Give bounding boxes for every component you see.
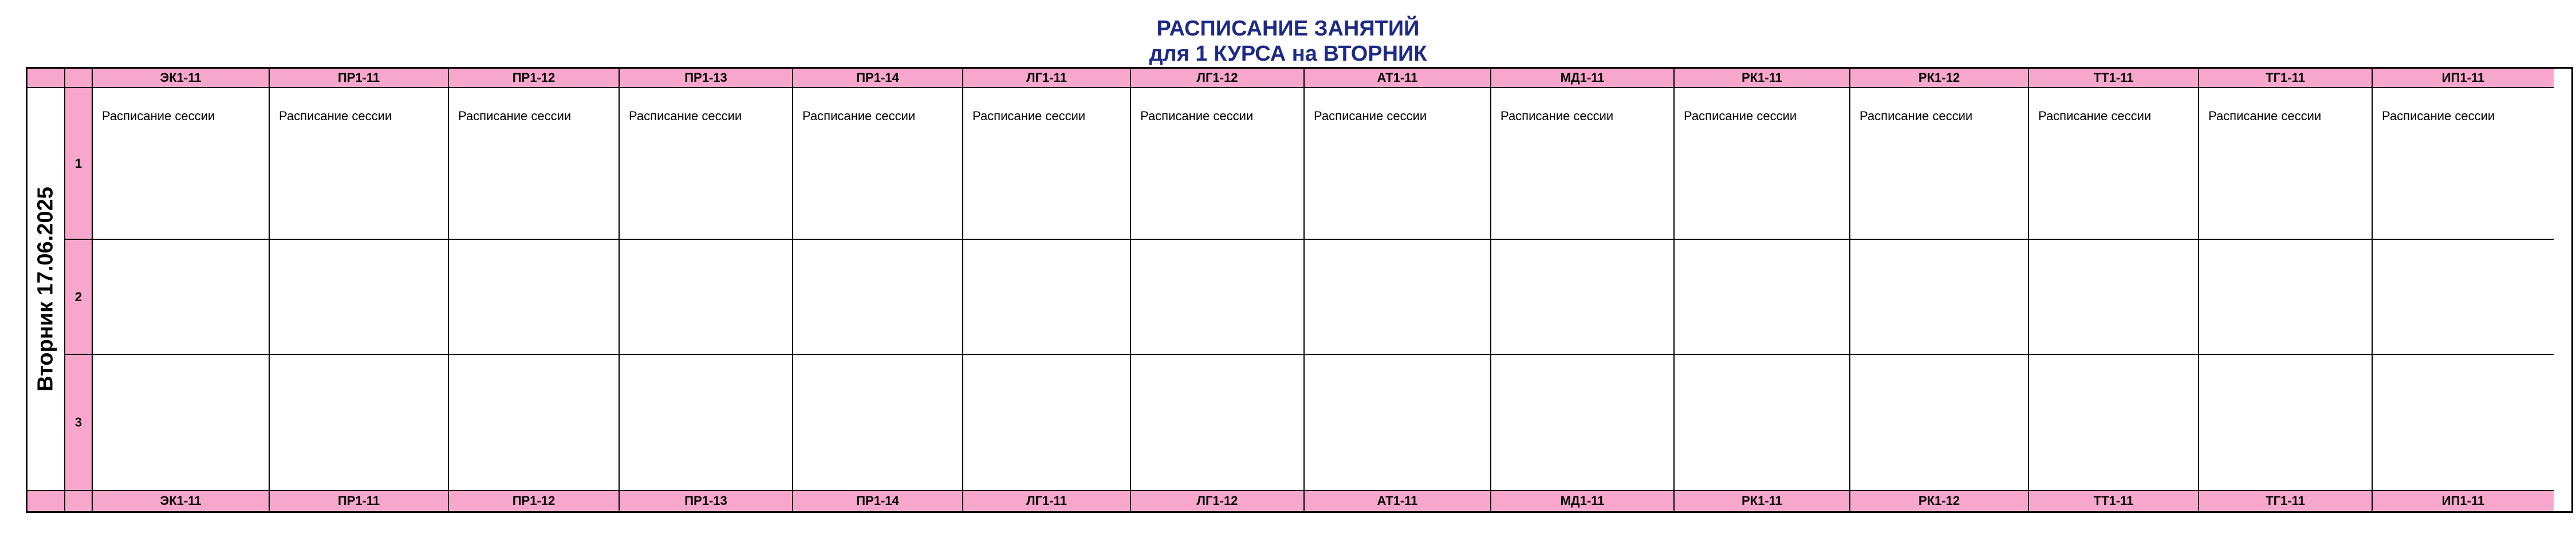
group-header-bottom: ТГ1-11 — [2199, 491, 2373, 511]
group-header-bottom: ЛГ1-12 — [1131, 491, 1305, 511]
session-cell: Расписание сессии — [2199, 88, 2373, 240]
session-cell — [1850, 240, 2029, 355]
session-cell — [620, 355, 793, 491]
session-cell — [1305, 240, 1491, 355]
session-cell: Расписание сессии — [1850, 88, 2029, 240]
group-header-top: РК1-12 — [1850, 69, 2029, 88]
session-cell: Расписание сессии — [620, 88, 793, 240]
group-header-bottom: РК1-11 — [1675, 491, 1850, 511]
pair-number: 3 — [65, 355, 93, 491]
group-header-top: ПР1-12 — [449, 69, 620, 88]
group-header-top: АТ1-11 — [1305, 69, 1491, 88]
header-corner-day-bottom — [27, 491, 65, 511]
session-cell — [1305, 355, 1491, 491]
session-cell — [1131, 355, 1305, 491]
group-header-top: ПР1-13 — [620, 69, 793, 88]
session-cell: Расписание сессии — [793, 88, 963, 240]
session-cell — [2373, 240, 2554, 355]
group-header-bottom: ПР1-13 — [620, 491, 793, 511]
group-header-bottom: ЛГ1-11 — [963, 491, 1131, 511]
title-line-1: РАСПИСАНИЕ ЗАНЯТИЙ — [1156, 17, 1420, 41]
session-cell — [93, 355, 270, 491]
pair-number: 1 — [65, 88, 93, 240]
header-corner-day-top — [27, 69, 65, 88]
schedule-table — [26, 67, 2573, 513]
session-cell — [793, 240, 963, 355]
session-cell — [963, 240, 1131, 355]
session-cell — [449, 355, 620, 491]
session-cell — [270, 240, 449, 355]
session-cell — [1131, 240, 1305, 355]
group-header-top: ПР1-11 — [270, 69, 449, 88]
group-header-bottom: ИП1-11 — [2373, 491, 2554, 511]
group-header-bottom: АТ1-11 — [1305, 491, 1491, 511]
session-cell — [270, 355, 449, 491]
session-cell: Расписание сессии — [1675, 88, 1850, 240]
group-header-bottom: ТТ1-11 — [2029, 491, 2199, 511]
day-label: Вторник 17.06.2025 — [33, 187, 58, 392]
pair-number: 2 — [65, 240, 93, 355]
session-cell — [2199, 240, 2373, 355]
session-cell — [2029, 355, 2199, 491]
group-header-top: ПР1-14 — [793, 69, 963, 88]
session-cell — [1675, 355, 1850, 491]
header-corner-pair-bottom — [65, 491, 93, 511]
session-cell — [1675, 240, 1850, 355]
session-cell: Расписание сессии — [93, 88, 270, 240]
session-cell — [1850, 355, 2029, 491]
group-header-bottom: ПР1-12 — [449, 491, 620, 511]
header-corner-pair-top — [65, 69, 93, 88]
group-header-bottom: ЭК1-11 — [93, 491, 270, 511]
session-cell — [449, 240, 620, 355]
group-header-top: ЛГ1-11 — [963, 69, 1131, 88]
session-cell — [1491, 355, 1675, 491]
session-cell — [2373, 355, 2554, 491]
group-header-bottom: ПР1-14 — [793, 491, 963, 511]
group-header-top: ЛГ1-12 — [1131, 69, 1305, 88]
session-cell — [1491, 240, 1675, 355]
group-header-top: РК1-11 — [1675, 69, 1850, 88]
session-cell: Расписание сессии — [449, 88, 620, 240]
group-header-bottom: РК1-12 — [1850, 491, 2029, 511]
session-cell: Расписание сессии — [1131, 88, 1305, 240]
page-title — [0, 16, 2576, 66]
group-header-top: ТГ1-11 — [2199, 69, 2373, 88]
session-cell — [2029, 240, 2199, 355]
day-label-cell — [27, 88, 65, 491]
group-header-top: МД1-11 — [1491, 69, 1675, 88]
group-header-bottom: ПР1-11 — [270, 491, 449, 511]
session-cell: Расписание сессии — [270, 88, 449, 240]
session-cell: Расписание сессии — [2373, 88, 2554, 240]
session-cell: Расписание сессии — [1491, 88, 1675, 240]
session-cell — [793, 355, 963, 491]
session-cell: Расписание сессии — [963, 88, 1131, 240]
group-header-top: ТТ1-11 — [2029, 69, 2199, 88]
session-cell: Расписание сессии — [2029, 88, 2199, 240]
title-line-2: для 1 КУРСА на ВТОРНИК — [1149, 42, 1427, 66]
session-cell — [2199, 355, 2373, 491]
session-cell — [93, 240, 270, 355]
session-cell: Расписание сессии — [1305, 88, 1491, 240]
group-header-top: ЭК1-11 — [93, 69, 270, 88]
group-header-bottom: МД1-11 — [1491, 491, 1675, 511]
group-header-top: ИП1-11 — [2373, 69, 2554, 88]
session-cell — [963, 355, 1131, 491]
session-cell — [620, 240, 793, 355]
